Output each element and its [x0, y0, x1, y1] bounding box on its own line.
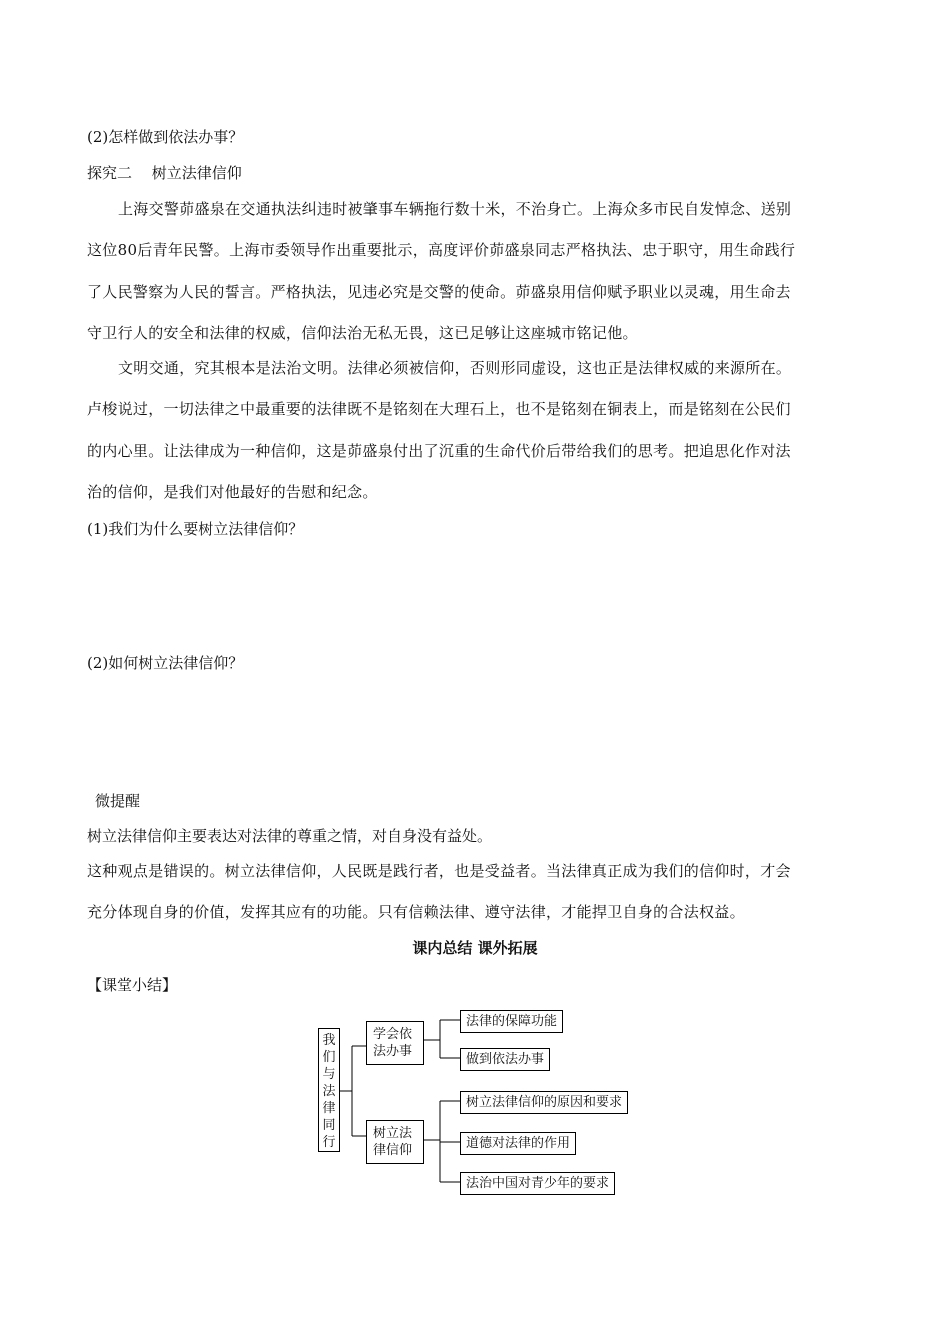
reminder-answer-line: 这种观点是错误的。树立法律信仰，人民既是践行者，也是受益者。当法律真正成为我们的信仰时，才会 — [87, 862, 791, 880]
summary-title: 课内总结 课外拓展 — [412, 939, 538, 957]
passage-line: 卢梭说过，一切法律之中最重要的法律既不是铭刻在大理石上，也不是铭刻在铜表上，而是铭刻在公民们 — [87, 400, 791, 418]
mind-map-root: 我们与法律同行 — [318, 1028, 340, 1152]
passage-line: 文明交通，究其根本是法治文明。法律必须被信仰，否则形同虚设，这也正是法律权威的来源所在。 — [118, 359, 792, 377]
mind-map-leaf: 道德对法律的作用 — [460, 1132, 576, 1155]
passage-line: 这位80后青年民警。上海市委领导作出重要批示，高度评价茆盛泉同志严格执法、忠于职守，用生命践行 — [87, 241, 796, 259]
passage-line: 了人民警察为人民的誓言。严格执法，见违必究是交警的使命。茆盛泉用信仰赋予职业以灵魂，用生命去 — [87, 283, 791, 301]
mind-map-branch-law-faith: 树立法律信仰 — [366, 1120, 424, 1164]
section-title: 树立法律信仰 — [151, 164, 242, 182]
reminder-heading: 微提醒 — [95, 792, 141, 810]
passage-line: 上海交警茆盛泉在交通执法纠违时被肇事车辆拖行数十米，不治身亡。上海众多市民自发悼念、送别 — [118, 200, 792, 218]
mind-map-leaf: 树立法律信仰的原因和要求 — [460, 1091, 628, 1114]
mind-map-leaf: 法律的保障功能 — [460, 1010, 563, 1033]
question-why-faith: (1)我们为什么要树立法律信仰？ — [87, 520, 304, 538]
question-how-to-act-lawfully: (2)怎样做到依法办事？ — [87, 128, 244, 146]
mind-map-leaf: 法治中国对青少年的要求 — [460, 1172, 615, 1195]
summary-label: 【课堂小结】 — [87, 976, 178, 994]
mind-map-leaf: 做到依法办事 — [460, 1048, 550, 1071]
passage-line: 治的信仰，是我们对他最好的告慰和纪念。 — [87, 483, 378, 501]
passage-line: 的内心里。让法律成为一种信仰，这是茆盛泉付出了沉重的生命代价后带给我们的思考。把追思化作对法 — [87, 442, 791, 460]
reminder-answer-line: 充分体现自身的价值，发挥其应有的功能。只有信赖法律、遵守法律，才能捍卫自身的合法权益。 — [87, 903, 745, 921]
passage-line: 守卫行人的安全和法律的权威，信仰法治无私无畏，这已足够让这座城市铭记他。 — [87, 324, 638, 342]
mind-map-branch-follow-law: 学会依法办事 — [366, 1021, 424, 1065]
section-label: 探究二 — [87, 164, 133, 182]
reminder-statement: 树立法律信仰主要表达对法律的尊重之情，对自身没有益处。 — [87, 827, 493, 845]
question-how-faith: (2)如何树立法律信仰？ — [87, 654, 244, 672]
